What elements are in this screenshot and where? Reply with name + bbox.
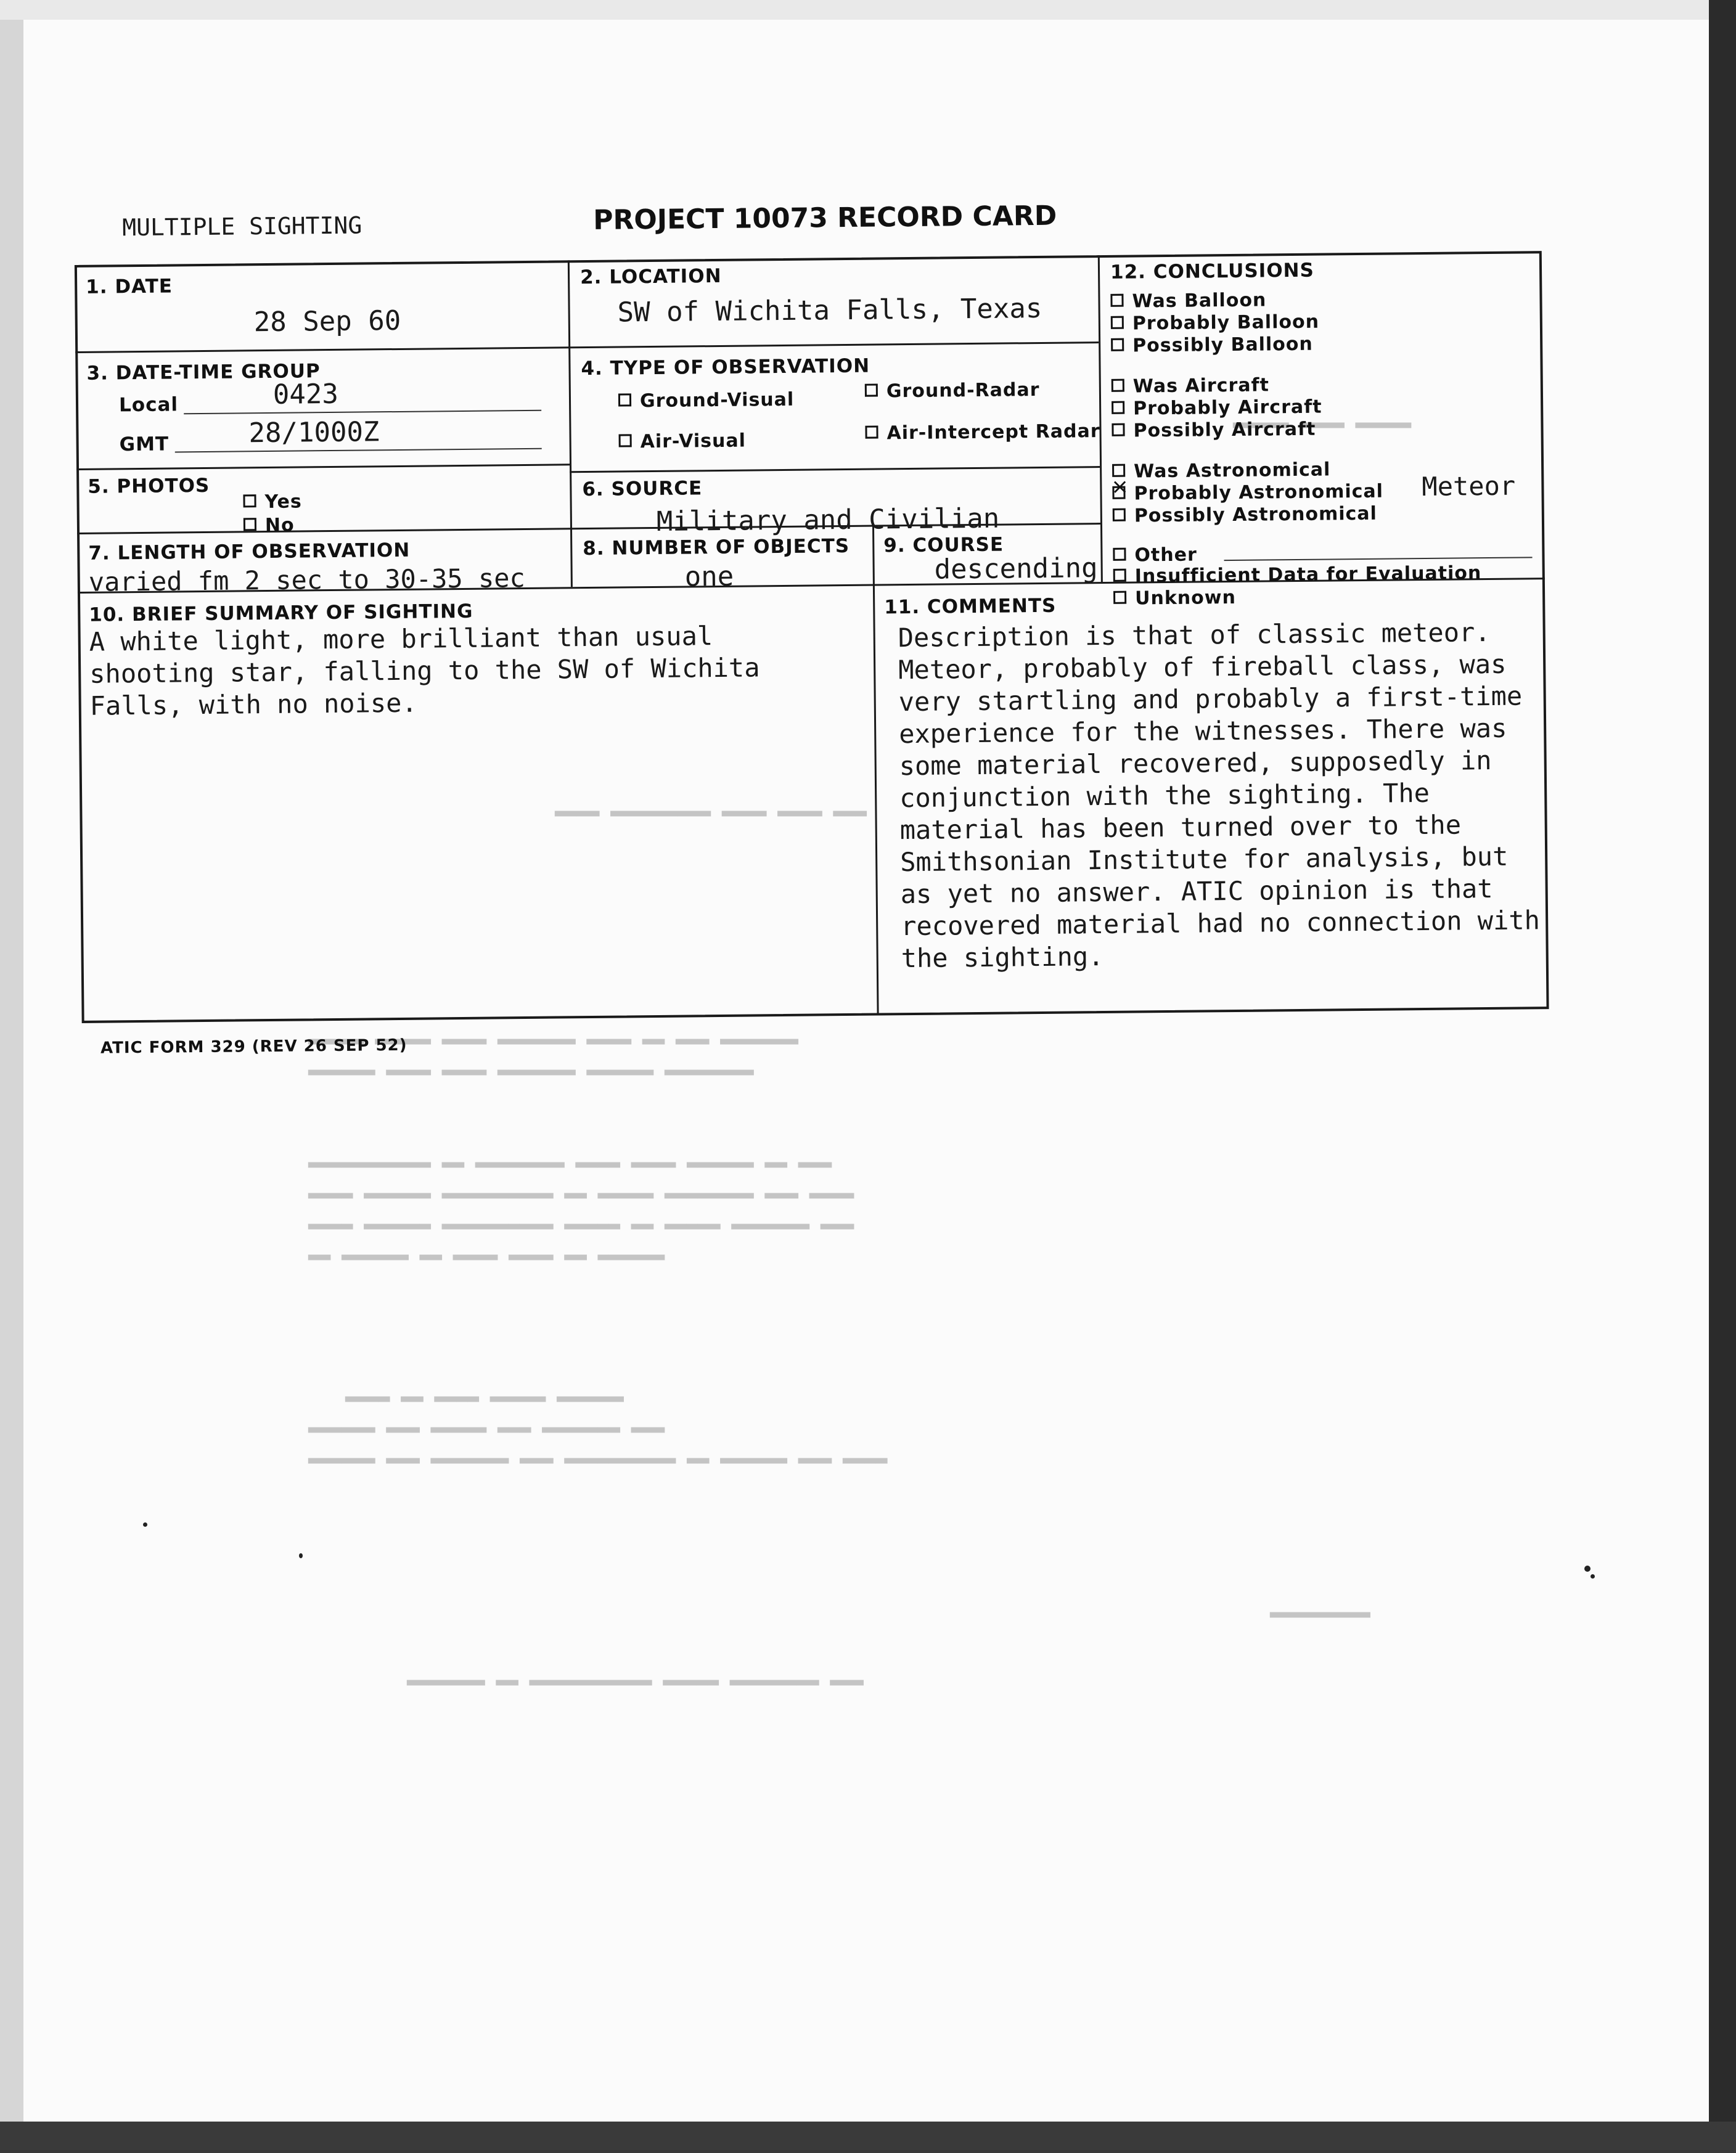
conclusion-other xyxy=(1113,544,1197,566)
conclusion-label: Probably Aircraft xyxy=(1133,396,1322,420)
gmt-label: GMT xyxy=(119,433,170,456)
conclusion-probably-astronomical xyxy=(1112,481,1383,505)
conclusion-label: Possibly Balloon xyxy=(1132,333,1313,357)
scan-edge-bottom xyxy=(0,2122,1736,2153)
checkbox xyxy=(1113,569,1126,582)
checkbox xyxy=(865,425,878,438)
bleed-through-text: ▂▂▂▂▂▂▂▂▂ xyxy=(1270,1596,1370,1618)
multiple-sighting-note: MULTIPLE SIGHTING xyxy=(122,211,362,242)
type-of-observation-label: 4. TYPE OF OBSERVATION xyxy=(581,354,870,380)
checkbox xyxy=(1110,294,1123,307)
conclusion-probably-aircraft xyxy=(1112,396,1322,420)
conclusion-label: Was Aircraft xyxy=(1132,374,1270,398)
option-label: Yes xyxy=(264,491,302,513)
conclusion-label: Probably Balloon xyxy=(1132,311,1320,335)
option-label: Ground-Radar xyxy=(886,378,1040,402)
bleed-through-text: ▂▂▂▂▂▂ ▂▂▂ ▂▂▂▂▂ ▂▂▂ ▂▂▂▂▂▂▂ ▂▂▂ xyxy=(308,1412,665,1433)
bleed-through-text: ▂▂▂▂▂ ▂▂▂▂ ▂▂▂▂▂ xyxy=(1233,407,1411,428)
option-photos-no xyxy=(244,515,295,537)
record-card xyxy=(74,195,1562,1060)
location-value: SW of Wichita Falls, Texas xyxy=(617,292,1042,329)
checkbox-checked xyxy=(1112,486,1125,499)
local-time-value: 0423 xyxy=(272,378,339,411)
comments-text: Description is that of classic meteor. Meteor, probably of fireball class, was very startling and probably a first-time experience for the witnesses. There was some material recovered, supposedly in conjunction with the sighting. The material has been turned over to the Smithsonian Institute for analysis, but as yet no answer. ATIC opinion is that recovered material had no connection with the sighting. xyxy=(898,616,1541,974)
bleed-through-text: ▂▂▂▂ ▂▂ ▂▂▂▂ ▂▂▂▂▂ ▂▂▂▂▂▂ xyxy=(345,1381,624,1402)
conclusion-was-astronomical xyxy=(1112,459,1331,482)
course-label: 9. COURSE xyxy=(883,533,1004,557)
meteor-note: Meteor xyxy=(1422,470,1516,502)
checkbox xyxy=(1113,591,1126,604)
conclusion-was-aircraft xyxy=(1112,374,1269,397)
date-value: 28 Sep 60 xyxy=(253,304,401,338)
checkbox xyxy=(1112,379,1124,392)
card-title: PROJECT 10073 RECORD CARD xyxy=(592,200,1057,236)
bleed-through-text: ▂▂▂▂ ▂▂▂▂▂▂ ▂▂▂▂▂▂▂▂▂▂ ▂▂▂▂▂ ▂▂ ▂▂▂▂▂ ▂▂▂▂▂▂▂ ▂▂▂ xyxy=(308,1208,854,1230)
conclusion-was-balloon xyxy=(1110,289,1266,312)
local-label: Local xyxy=(118,393,179,417)
length-of-observation-label: 7. LENGTH OF OBSERVATION xyxy=(88,539,411,565)
source-label: 6. SOURCE xyxy=(582,477,703,501)
source-value: Military and Civilian xyxy=(656,502,1000,537)
scan-speck xyxy=(1591,1574,1595,1579)
option-label: Air-Visual xyxy=(640,430,747,453)
checkbox xyxy=(243,494,256,507)
conclusion-label: Probably Astronomical xyxy=(1134,480,1384,505)
bleed-through-text: ▂▂▂▂▂▂ ▂▂▂▂ ▂▂▂▂ ▂▂▂▂▂▂▂ ▂▂▂▂▂▂ ▂▂▂▂▂▂▂▂ xyxy=(308,1054,754,1076)
conclusion-probably-balloon xyxy=(1111,311,1319,335)
option-label: Ground-Visual xyxy=(639,388,795,412)
bleed-through-text: ▂▂▂▂▂▂▂▂▂▂▂ ▂▂ ▂▂▂▂▂▂▂▂ ▂▂▂▂ ▂▂▂▂ ▂▂▂▂▂▂ ▂▂ ▂▂▂ xyxy=(308,1146,832,1168)
bleed-through-text: ▂▂▂▂ ▂▂▂▂▂▂ ▂▂▂▂▂▂▂▂▂▂ ▂▂ ▂▂▂▂▂ ▂▂▂▂▂▂▂▂ ▂▂▂ ▂▂▂▂ xyxy=(308,1177,854,1199)
conclusion-possibly-balloon xyxy=(1111,333,1313,357)
bleed-through-text: ▂▂▂▂▂▂ ▂▂▂ ▂▂▂▂▂▂▂ ▂▂▂ ▂▂▂▂▂▂▂▂▂▂ ▂▂ ▂▂▂▂▂▂ ▂▂▂ ▂▂▂▂ xyxy=(308,1442,888,1464)
length-of-observation-value: varied fm 2 sec to 30-35 sec xyxy=(88,563,526,597)
checkbox xyxy=(1112,401,1124,414)
checkbox xyxy=(1112,423,1124,436)
conclusion-label: Other xyxy=(1134,544,1197,566)
conclusion-possibly-aircraft xyxy=(1112,419,1316,442)
checkbox-checked xyxy=(618,393,631,406)
conclusion-possibly-astronomical xyxy=(1113,503,1377,527)
date-time-group-label: 3. DATE-TIME GROUP xyxy=(86,360,321,385)
conclusions-label: 12. CONCLUSIONS xyxy=(1110,259,1315,284)
bleed-through-text: ▂▂▂▂▂▂▂ ▂▂ ▂▂▂▂▂▂▂▂▂▂▂ ▂▂▂▂▂ ▂▂▂▂▂▂▂▂ ▂▂▂ xyxy=(407,1664,864,1686)
checkbox xyxy=(619,434,632,447)
photos-label: 5. PHOTOS xyxy=(88,474,210,498)
checkbox xyxy=(1113,548,1126,561)
checkbox xyxy=(1111,338,1124,351)
bleed-through-text: ▂▂▂▂ ▂▂▂▂▂▂▂▂▂ ▂▂▂▂ ▂▂▂▂ ▂▂▂ xyxy=(555,795,867,817)
comments-label: 11. COMMENTS xyxy=(884,594,1057,619)
form-number: ATIC FORM 329 (REV 26 SEP 52) xyxy=(100,1036,407,1058)
conclusion-label: Possibly Aircraft xyxy=(1133,418,1316,442)
conclusion-label: Unknown xyxy=(1134,586,1237,610)
checkbox xyxy=(865,383,878,396)
option-air-intercept-radar xyxy=(865,420,1100,444)
checkbox xyxy=(1113,509,1126,521)
date-label: 1. DATE xyxy=(86,275,173,298)
option-label: No xyxy=(264,514,295,537)
scan-speck xyxy=(299,1553,303,1558)
conclusion-insufficient-data xyxy=(1113,562,1482,587)
option-air-visual xyxy=(618,430,746,453)
brief-summary-label: 10. BRIEF SUMMARY OF SIGHTING xyxy=(89,600,473,626)
option-ground-radar xyxy=(865,379,1040,402)
option-label: Air-Intercept Radar xyxy=(886,420,1100,444)
brief-summary-text: A white light, more brilliant than usual shooting star, falling to the SW of Wichita Falls, with no noise. xyxy=(89,621,760,721)
course-value: descending xyxy=(934,552,1098,586)
conclusion-unknown xyxy=(1113,587,1236,610)
bleed-through-text: ▂▂▂▂▂ ▂▂▂▂▂ ▂▂▂▂ ▂▂▂▂▂▂▂ ▂▂▂▂ ▂▂ ▂▂▂ ▂▂▂▂▂▂▂ xyxy=(308,1023,798,1045)
conclusion-label: Was Astronomical xyxy=(1133,459,1331,483)
checkbox-checked xyxy=(244,518,256,531)
gmt-time-value: 28/1000Z xyxy=(248,416,380,449)
scan-speck xyxy=(1584,1566,1591,1572)
number-of-objects-value: one xyxy=(684,560,734,593)
bleed-through-text: ▂▂ ▂▂▂▂▂▂ ▂▂ ▂▂▂▂ ▂▂▂▂ ▂▂ ▂▂▂▂▂▂ xyxy=(308,1239,665,1260)
conclusion-label: Was Balloon xyxy=(1132,289,1267,313)
scan-speck xyxy=(143,1522,147,1527)
location-label: 2. LOCATION xyxy=(579,264,722,289)
conclusion-label: Possibly Astronomical xyxy=(1134,502,1377,527)
scan-edge-top xyxy=(0,0,1736,20)
checkbox xyxy=(1111,316,1124,329)
option-ground-visual xyxy=(618,389,795,412)
scan-edge-right xyxy=(1709,0,1736,2153)
number-of-objects-label: 8. NUMBER OF OBJECTS xyxy=(583,534,850,560)
conclusion-label: Insufficient Data for Evaluation xyxy=(1134,562,1482,587)
option-photos-yes xyxy=(243,491,302,513)
